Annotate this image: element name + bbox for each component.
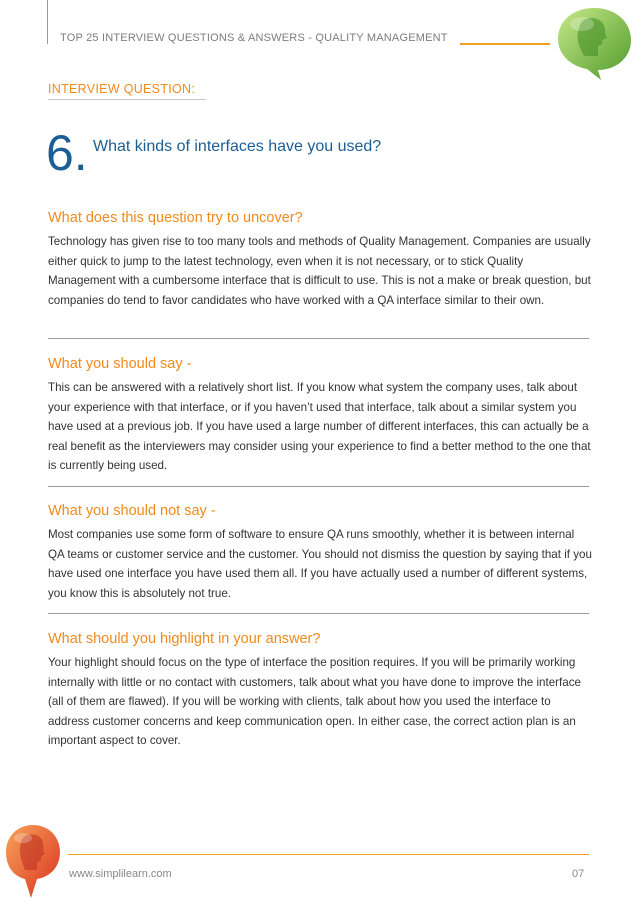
block-should-say: [48, 356, 593, 476]
block-highlight: [48, 631, 593, 751]
footer-accent-line: [68, 854, 589, 855]
speech-bubble-logo-icon: [3, 822, 63, 900]
section-label-underline: [48, 99, 206, 100]
block-should-not-say: [48, 503, 593, 603]
block-body: Your highlight should focus on the type of interface the position requires. If you will be primarily working internally with little or no contact with customers, talk about what you have done to improve the interface (all of them are flawed). If you will be working with clients, talk about how you used the interface to address customer concerns and keep communication open. In either case, the correct action plan is an important aspect to cover.: [48, 656, 581, 747]
page-number: 07: [572, 868, 585, 880]
question-number: 6.: [46, 125, 88, 181]
section-divider: [48, 338, 589, 339]
block-uncover: [48, 210, 593, 310]
block-heading: What does this question try to uncover?: [48, 210, 303, 226]
section-label: INTERVIEW QUESTION:: [48, 82, 196, 96]
question-text: What kinds of interfaces have you used?: [93, 138, 382, 155]
block-body: This can be answered with a relatively short list. If you know what system the company uses, talk about your experience with that interface, or if you haven’t used that interface, talk about a similar system you have used at a previous job. If you have used a large number of different interfaces, this can actually be a real benefit as the interviewers may consider using your experience to find a better method to the one that is currently being used.: [48, 381, 591, 472]
block-body: Most companies use some form of software to ensure QA runs smoothly, whether it is between internal QA teams or customer service and the customer. You should not dismiss the question by saying that if you have used one interface you have used them all. If you have actually used a number of different systems, you know this is absolutely not true.: [48, 528, 592, 600]
speech-bubble-logo-icon: [554, 4, 634, 82]
header-title: TOP 25 INTERVIEW QUESTIONS & ANSWERS - QUALITY MANAGEMENT: [60, 32, 448, 44]
block-heading: What you should not say -: [48, 503, 216, 519]
footer-url: www.simplilearn.com: [69, 868, 172, 880]
block-heading: What you should say -: [48, 356, 192, 372]
header-accent-line: [460, 43, 550, 45]
block-heading: What should you highlight in your answer?: [48, 631, 321, 647]
section-divider: [48, 486, 589, 487]
header-vertical-bar: [47, 0, 48, 44]
block-body: Technology has given rise to too many tools and methods of Quality Management. Companies are usually either quick to jump to the latest technology, even when it is not necessary, or to stick Quality Management with a cumbersome interface that is difficult to use. This is not a make or break question, but companies do tend to favor candidates who have worked with a QA interface similar to their own.: [48, 235, 591, 307]
section-divider: [48, 613, 589, 614]
